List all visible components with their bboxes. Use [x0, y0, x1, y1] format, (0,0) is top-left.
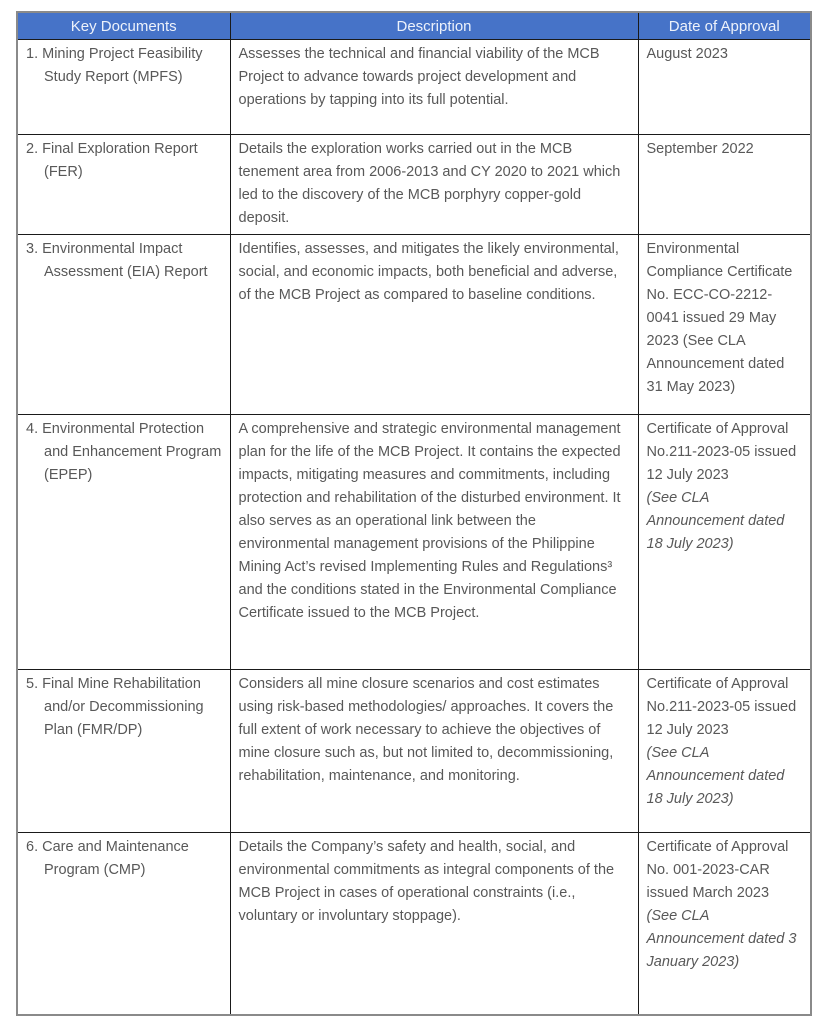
- doc-description: Details the Company’s safety and health, social, and environmental commitments as integral components of the MCB Project in cases of operational constraints (i.e., voluntary or involuntary stoppage).: [238, 839, 615, 924]
- doc-name-cell: [17, 40, 230, 135]
- approval-date-cell: [638, 235, 811, 415]
- doc-number: 4.: [26, 421, 39, 437]
- approval-date-main: August 2023: [646, 46, 728, 62]
- table-row: [17, 670, 811, 833]
- doc-title: Final Exploration Report (FER): [42, 141, 198, 180]
- approval-date-main: Certificate of Approval No.211-2023-05 issued 12 July 2023: [646, 676, 797, 738]
- doc-title: Mining Project Feasibility Study Report (MPFS): [42, 46, 203, 85]
- doc-number: 5.: [26, 676, 39, 692]
- doc-name-cell: [17, 135, 230, 235]
- doc-number: 6.: [26, 839, 39, 855]
- table-row: [17, 135, 811, 235]
- approval-date-cell: [638, 135, 811, 235]
- doc-number: 2.: [26, 141, 39, 157]
- description-cell: [230, 135, 638, 235]
- description-cell: [230, 833, 638, 1015]
- doc-name-cell: [17, 833, 230, 1015]
- doc-number: 1.: [26, 46, 39, 62]
- approval-date-main: Certificate of Approval No. 001-2023-CAR issued March 2023: [646, 839, 789, 901]
- key-documents-table: [16, 11, 812, 1016]
- description-cell: [230, 415, 638, 670]
- doc-name-cell: [17, 235, 230, 415]
- header-key-documents: Key Documents: [17, 12, 230, 40]
- doc-description: Considers all mine closure scenarios and cost estimates using risk-based methodologies/ approaches. It covers the full extent of work necessary to achieve the objectives of mine closure such as, but not limited to, decommissioning, rehabilitation, maintenance, and monitoring.: [238, 676, 614, 784]
- table-row: [17, 40, 811, 135]
- doc-title: Environmental Protection and Enhancement Program (EPEP): [42, 421, 222, 483]
- doc-description: Assesses the technical and financial viability of the MCB Project to advance towards project development and operations by tapping into its full potential.: [238, 46, 600, 108]
- table-row: [17, 833, 811, 1015]
- header-description: Description: [230, 12, 638, 40]
- doc-title: Final Mine Rehabilitation and/or Decommissioning Plan (FMR/DP): [42, 676, 204, 738]
- approval-date-cell: [638, 415, 811, 670]
- doc-number: 3.: [26, 241, 39, 257]
- doc-description: Details the exploration works carried out in the MCB tenement area from 2006-2013 and CY 2020 to 2021 which led to the discovery of the MCB porphyry copper-gold deposit.: [238, 141, 621, 226]
- approval-date-cell: [638, 670, 811, 833]
- doc-description: Identifies, assesses, and mitigates the likely environmental, social, and economic impacts, both beneficial and adverse, of the MCB Project as compared to baseline conditions.: [238, 241, 619, 303]
- approval-date-note: (See CLA Announcement dated 18 July 2023): [646, 745, 785, 807]
- description-cell: [230, 670, 638, 833]
- approval-date-cell: [638, 40, 811, 135]
- table-header-row: [17, 12, 811, 40]
- approval-date-main: Environmental Compliance Certificate No. ECC-CO-2212-0041 issued 29 May 2023 (See CLA Announcement dated 31 May 2023): [646, 241, 793, 395]
- approval-date-main: September 2022: [646, 141, 754, 157]
- doc-name-cell: [17, 415, 230, 670]
- approval-date-cell: [638, 833, 811, 1015]
- table-row: [17, 235, 811, 415]
- table-row: [17, 415, 811, 670]
- approval-date-note: (See CLA Announcement dated 18 July 2023): [646, 490, 785, 552]
- doc-title: Care and Maintenance Program (CMP): [42, 839, 189, 878]
- header-date-of-approval: Date of Approval: [638, 12, 811, 40]
- doc-description: A comprehensive and strategic environmental management plan for the life of the MCB Project. It contains the expected impacts, mitigating measures and commitments, including protection and rehabilitation of the disturbed environment. It also serves as an operational link between the environmental management provisions of the Philippine Mining Act’s revised Implementing Rules and Regulations³ and the conditions stated in the Environmental Compliance Certificate issued to the MCB Project.: [238, 421, 621, 621]
- description-cell: [230, 235, 638, 415]
- description-cell: [230, 40, 638, 135]
- doc-name-cell: [17, 670, 230, 833]
- doc-title: Environmental Impact Assessment (EIA) Report: [42, 241, 208, 280]
- approval-date-main: Certificate of Approval No.211-2023-05 issued 12 July 2023: [646, 421, 797, 483]
- approval-date-note: (See CLA Announcement dated 3 January 2023): [646, 908, 797, 970]
